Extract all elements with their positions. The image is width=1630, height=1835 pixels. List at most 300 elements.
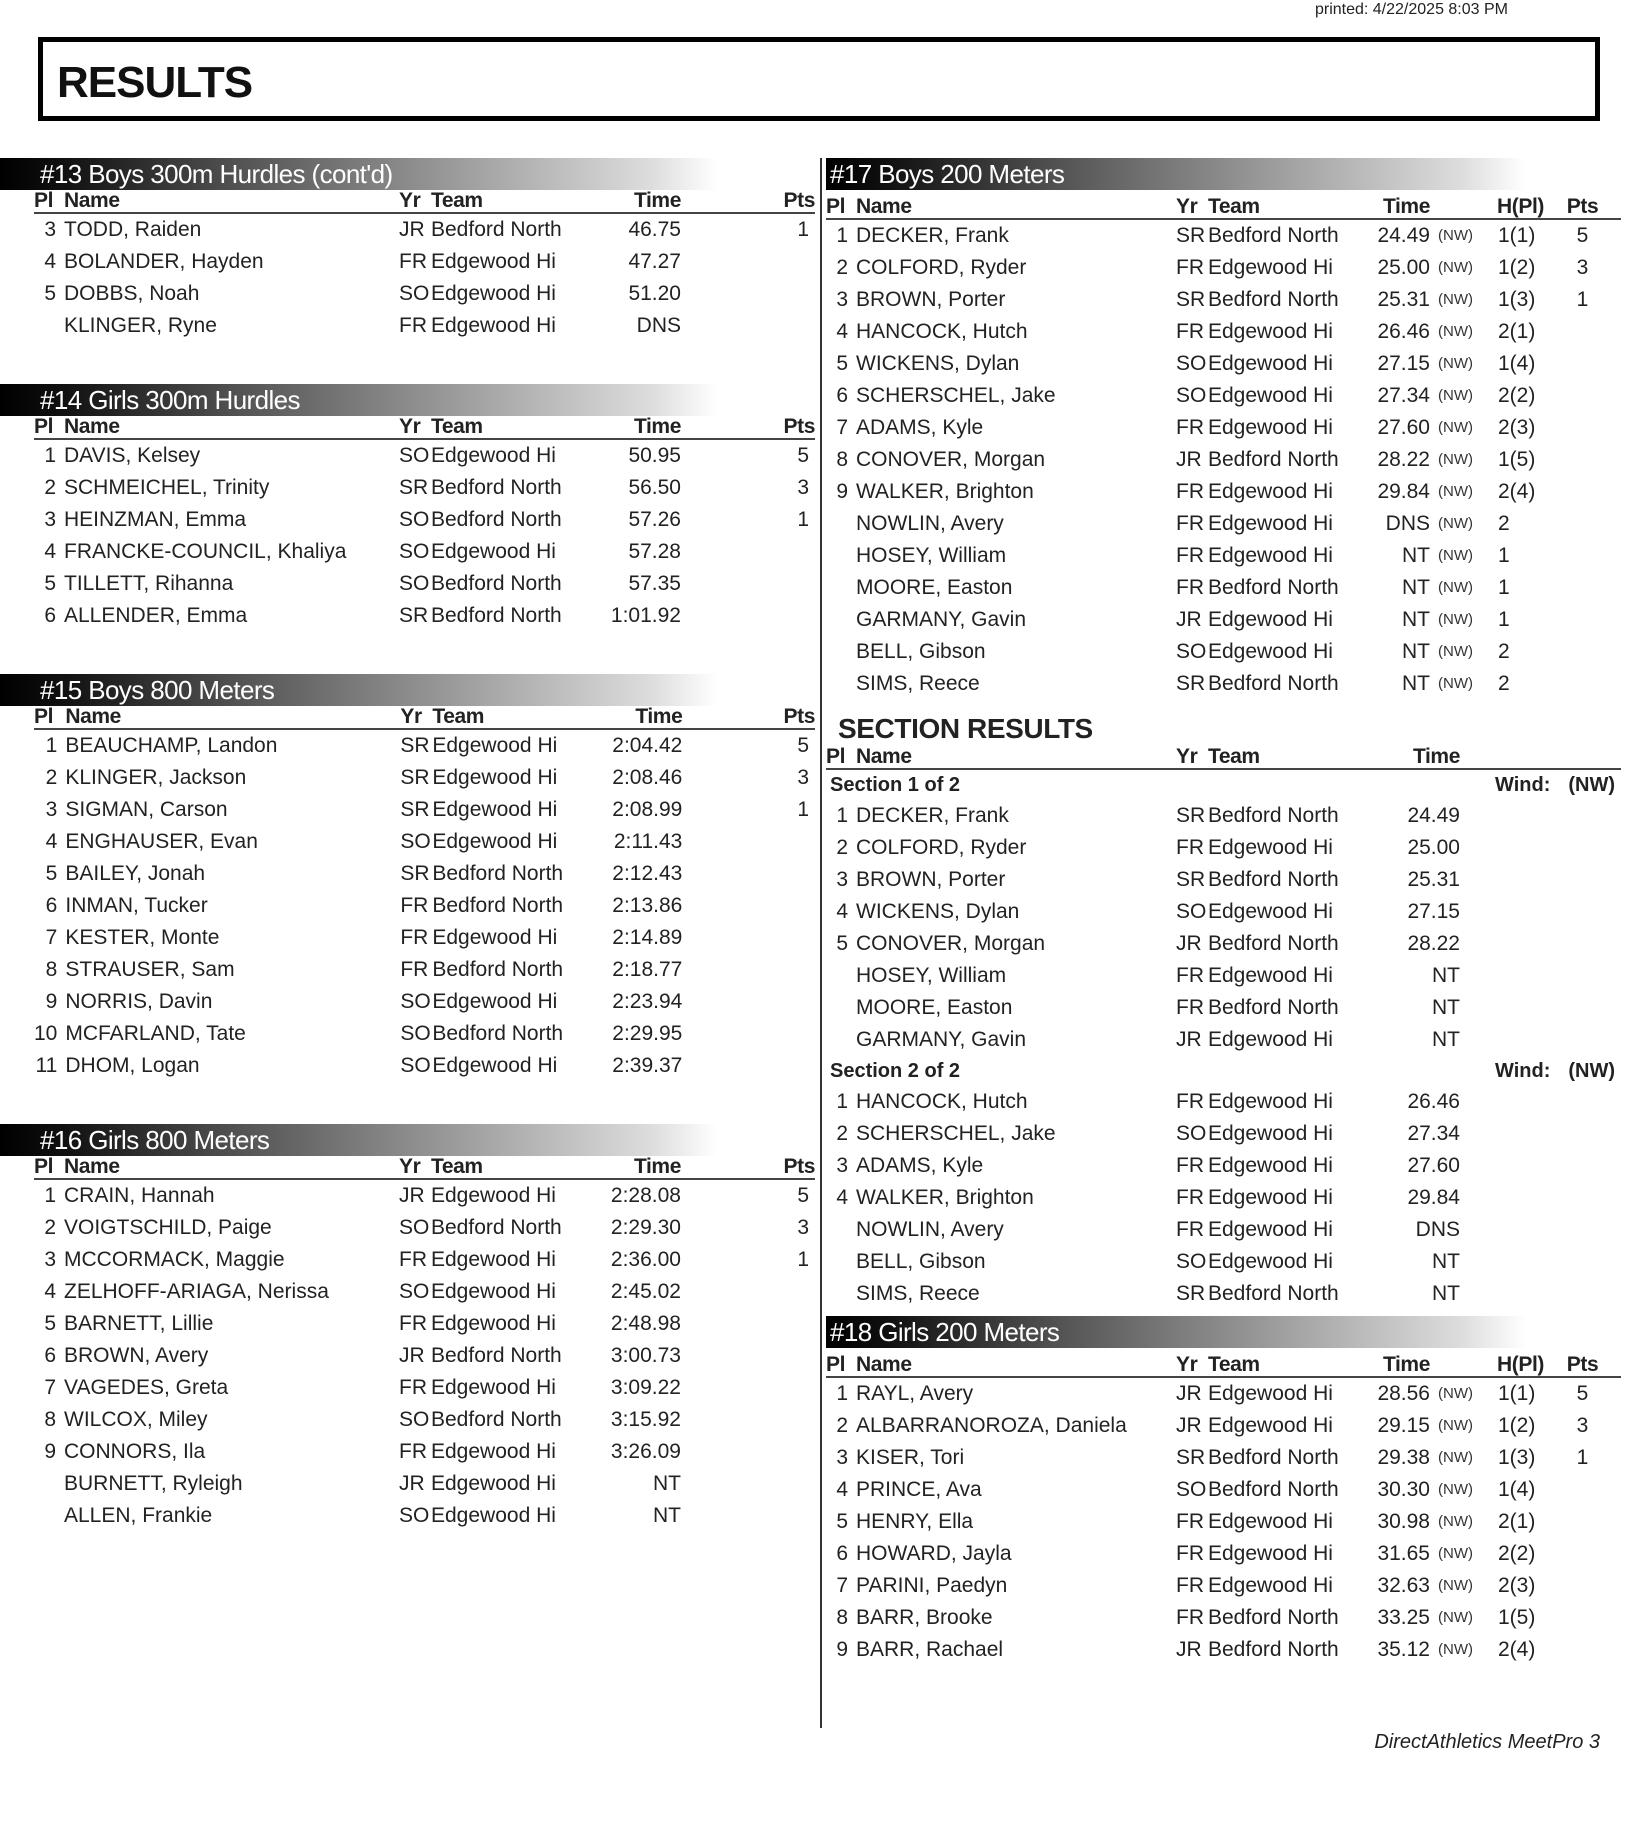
heat-place: 2 [1498, 672, 1510, 695]
time: 50.95 [628, 444, 681, 467]
year: SO [1176, 1478, 1207, 1501]
place: 9 [44, 1440, 56, 1463]
wind: (NW) [1438, 1609, 1473, 1626]
athlete-name: HANCOCK, Hutch [856, 1090, 1028, 1113]
table-row [826, 508, 1621, 540]
wind: (NW) [1438, 579, 1473, 596]
athlete-name: PARINI, Paedyn [856, 1574, 1008, 1597]
time: DNS [1415, 1218, 1460, 1241]
time: 3:09.22 [610, 1376, 681, 1399]
time: 28.22 [1377, 448, 1430, 471]
year: JR [399, 1472, 425, 1495]
table-row [826, 668, 1621, 700]
athlete-name: SIMS, Reece [856, 672, 980, 695]
team: Edgewood Hi [1208, 1122, 1333, 1145]
table-row [826, 1634, 1621, 1666]
athlete-name: WICKENS, Dylan [856, 352, 1020, 375]
table-header [34, 706, 815, 729]
table-row [826, 1118, 1621, 1150]
header-pts: Pts [681, 416, 815, 439]
team: Edgewood Hi [431, 540, 556, 563]
athlete-name: KISER, Tori [856, 1446, 965, 1469]
place: 1 [44, 444, 56, 467]
year: SO [1176, 900, 1207, 923]
year: FR [399, 250, 427, 273]
year: SO [1176, 1122, 1207, 1145]
athlete-name: SCHMEICHEL, Trinity [64, 476, 270, 499]
team: Edgewood Hi [431, 1184, 556, 1207]
points: 5 [1576, 1382, 1589, 1405]
header-pl: Pl [34, 190, 64, 213]
team: Bedford North [1208, 1638, 1339, 1661]
team: Edgewood Hi [1208, 320, 1333, 343]
year: JR [1176, 448, 1202, 471]
heat-place: 1 [1498, 608, 1510, 631]
team: Bedford North [1208, 448, 1339, 471]
year: FR [1176, 964, 1204, 987]
points [1544, 348, 1621, 380]
athlete-name: FRANCKE-COUNCIL, Khaliya [64, 540, 347, 563]
header-pl: Pl [34, 706, 65, 729]
athlete-name: BELL, Gibson [856, 1250, 986, 1273]
place: 4 [836, 900, 848, 923]
year: SO [400, 830, 431, 853]
heat-place: 1(1) [1498, 224, 1536, 247]
team: Bedford North [1208, 868, 1339, 891]
athlete-name: DAVIS, Kelsey [64, 444, 201, 467]
points [1544, 444, 1621, 476]
heat-place: 1 [1498, 544, 1510, 567]
wind: (NW) [1438, 1545, 1473, 1562]
place: 1 [45, 734, 58, 757]
place [826, 1278, 856, 1310]
points [682, 922, 815, 954]
athlete-name: WALKER, Brighton [856, 1186, 1034, 1209]
time: 2:36.00 [610, 1248, 681, 1271]
header-team: Team [1208, 196, 1368, 219]
table-row [34, 568, 815, 600]
table-row [34, 986, 815, 1018]
place [826, 540, 856, 572]
year: FR [1176, 1090, 1204, 1113]
table-row [826, 960, 1621, 992]
header-team: Team [431, 416, 591, 439]
place [826, 992, 856, 1024]
team: Edgewood Hi [1208, 1186, 1333, 1209]
year: FR [400, 894, 429, 917]
place: 5 [44, 282, 56, 305]
header-yr: Yr [1176, 746, 1208, 769]
team: Bedford North [432, 862, 564, 885]
time: 27.34 [1407, 1122, 1460, 1145]
athlete-name: VOIGTSCHILD, Paige [64, 1216, 272, 1239]
team: Edgewood Hi [1208, 608, 1333, 631]
team: Bedford North [431, 476, 562, 499]
time: NT [1402, 640, 1430, 663]
table-row [826, 832, 1621, 864]
table-row [34, 1340, 815, 1372]
year: SR [1176, 804, 1206, 827]
software-footer: DirectAthletics MeetPro 3 [1374, 1731, 1600, 1753]
team: Bedford North [431, 604, 562, 627]
time: 3:15.92 [610, 1408, 681, 1431]
place: 9 [836, 480, 848, 503]
team: Edgewood Hi [432, 734, 558, 757]
place: 7 [45, 926, 58, 949]
wind: (NW) [1438, 611, 1473, 628]
place: 2 [836, 836, 848, 859]
athlete-name: SCHERSCHEL, Jake [856, 1122, 1056, 1145]
athlete-name: BROWN, Avery [64, 1344, 209, 1367]
table-row [34, 246, 815, 278]
wind: (NW) [1438, 1449, 1473, 1466]
header-name: Name [856, 1354, 1176, 1377]
year: JR [399, 218, 425, 241]
wind: (NW) [1438, 1641, 1473, 1658]
points [1544, 508, 1621, 540]
athlete-name: GARMANY, Gavin [856, 608, 1026, 631]
athlete-name: HANCOCK, Hutch [856, 320, 1028, 343]
athlete-name: KLINGER, Jackson [65, 766, 247, 789]
team: Bedford North [1208, 1282, 1339, 1305]
team: Edgewood Hi [1208, 352, 1333, 375]
wind: (NW) [1438, 291, 1473, 308]
athlete-name: BAILEY, Jonah [65, 862, 206, 885]
team: Edgewood Hi [1208, 900, 1333, 923]
points: 3 [1576, 1414, 1589, 1437]
athlete-name: NORRIS, Davin [65, 990, 213, 1013]
athlete-name: COLFORD, Ryder [856, 256, 1027, 279]
team: Edgewood Hi [1208, 1090, 1333, 1113]
header-team: Team [1208, 746, 1368, 769]
points [682, 986, 815, 1018]
place: 6 [45, 894, 58, 917]
place: 1 [44, 1184, 56, 1207]
table-row [34, 1308, 815, 1340]
table-row [826, 1246, 1621, 1278]
table-row [34, 1404, 815, 1436]
time: 46.75 [628, 218, 681, 241]
athlete-name: CONNORS, Ila [64, 1440, 206, 1463]
place [826, 572, 856, 604]
place: 3 [44, 1248, 56, 1271]
place: 5 [44, 572, 56, 595]
athlete-name: RAYL, Avery [856, 1382, 974, 1405]
team: Edgewood Hi [431, 1440, 556, 1463]
points: 3 [797, 766, 809, 789]
year: FR [1176, 512, 1204, 535]
athlete-name: BOLANDER, Hayden [64, 250, 264, 273]
team: Edgewood Hi [431, 314, 556, 337]
year: SO [399, 1408, 430, 1431]
header-name: Name [856, 746, 1176, 769]
header-yr: Yr [399, 416, 431, 439]
heat-place: 1 [1498, 576, 1510, 599]
team: Edgewood Hi [1208, 1414, 1333, 1437]
time: 56.50 [628, 476, 681, 499]
time: NT [1432, 1250, 1460, 1273]
team: Edgewood Hi [1208, 416, 1333, 439]
header-pl: Pl [826, 746, 856, 769]
table-row [826, 1086, 1621, 1118]
points [682, 1050, 815, 1082]
athlete-name: HOWARD, Jayla [856, 1542, 1012, 1565]
event-title: #16 Girls 800 Meters [0, 1124, 815, 1156]
header-name: Name [64, 416, 399, 439]
header-time: Time [591, 190, 681, 213]
table-header [826, 196, 1621, 219]
heat-place: 1(1) [1498, 1382, 1536, 1405]
header-pts: Pts [1544, 1354, 1621, 1377]
header-yr: Yr [399, 190, 431, 213]
points [682, 890, 815, 922]
place: 3 [836, 1446, 848, 1469]
year: SO [399, 572, 430, 595]
athlete-name: PRINCE, Ava [856, 1478, 982, 1501]
table-row [34, 1050, 815, 1082]
points: 3 [797, 476, 809, 499]
header-team: Team [432, 706, 592, 729]
place: 5 [836, 352, 848, 375]
team: Edgewood Hi [431, 250, 556, 273]
points: 1 [797, 508, 809, 531]
time: 27.60 [1377, 416, 1430, 439]
results-table [34, 190, 815, 342]
table-header [826, 1354, 1621, 1377]
team: Edgewood Hi [1208, 836, 1333, 859]
team: Bedford North [432, 894, 564, 917]
time: 2:29.95 [612, 1022, 683, 1045]
heat-place: 2 [1498, 512, 1510, 535]
team: Edgewood Hi [1208, 1154, 1333, 1177]
place: 9 [45, 990, 58, 1013]
place: 5 [45, 862, 58, 885]
time: 26.46 [1377, 320, 1430, 343]
header-pts: Pts [682, 706, 815, 729]
team: Bedford North [1208, 996, 1339, 1019]
athlete-name: BARR, Rachael [856, 1638, 1004, 1661]
athlete-name: SIMS, Reece [856, 1282, 980, 1305]
athlete-name: ZELHOFF-ARIAGA, Nerissa [64, 1280, 329, 1303]
time: 2:13.86 [612, 894, 683, 917]
year: FR [1176, 1606, 1204, 1629]
year: SR [1176, 288, 1206, 311]
table-row [34, 439, 815, 472]
points [681, 1372, 815, 1404]
year: FR [1176, 1154, 1204, 1177]
athlete-name: HENRY, Ella [856, 1510, 974, 1533]
table-row [826, 252, 1621, 284]
place: 10 [34, 1022, 58, 1045]
team: Bedford North [431, 218, 562, 241]
athlete-name: ENGHAUSER, Evan [65, 830, 258, 853]
time: 31.65 [1377, 1542, 1430, 1565]
header-yr: Yr [1176, 1354, 1208, 1377]
table-row [34, 954, 815, 986]
athlete-name: NOWLIN, Avery [856, 512, 1004, 535]
year: SO [1176, 352, 1207, 375]
points [681, 536, 815, 568]
place: 4 [836, 1478, 848, 1501]
year: JR [1176, 1028, 1202, 1051]
year: SR [1176, 1282, 1206, 1305]
time: 57.26 [628, 508, 681, 531]
results-table [826, 196, 1621, 700]
points [681, 278, 815, 310]
header-team: Team [1208, 1354, 1368, 1377]
time: 2:08.99 [612, 798, 683, 821]
place [826, 508, 856, 540]
place: 7 [44, 1376, 56, 1399]
page-title: RESULTS [57, 58, 253, 107]
points [681, 1404, 815, 1436]
athlete-name: BURNETT, Ryleigh [64, 1472, 243, 1495]
team: Bedford North [1208, 224, 1339, 247]
heat-place: 1(2) [1498, 256, 1536, 279]
team: Edgewood Hi [1208, 1574, 1333, 1597]
place: 3 [836, 288, 848, 311]
time: 3:00.73 [610, 1344, 681, 1367]
year: SR [400, 766, 430, 789]
table-row [826, 636, 1621, 668]
place: 1 [836, 804, 848, 827]
table-row [34, 858, 815, 890]
year: SO [400, 1022, 431, 1045]
athlete-name: BARR, Brooke [856, 1606, 993, 1629]
table-row [34, 1018, 815, 1050]
team: Edgewood Hi [1208, 1250, 1333, 1273]
heat-place: 2(3) [1498, 1574, 1536, 1597]
time: 2:23.94 [612, 990, 683, 1013]
place: 4 [836, 320, 848, 343]
athlete-name: MOORE, Easton [856, 576, 1013, 599]
time: NT [1402, 544, 1430, 567]
time: 27.34 [1377, 384, 1430, 407]
year: SR [400, 734, 430, 757]
points [682, 954, 815, 986]
left-column [0, 158, 815, 1532]
time: 2:08.46 [612, 766, 683, 789]
table-row [34, 1372, 815, 1404]
points [1544, 1474, 1621, 1506]
table-row [34, 1500, 815, 1532]
heat-place: 1(5) [1498, 448, 1536, 471]
place: 6 [836, 1542, 848, 1565]
place [826, 668, 856, 700]
time: 30.98 [1377, 1510, 1430, 1533]
athlete-name: CRAIN, Hannah [64, 1184, 215, 1207]
points [1544, 668, 1621, 700]
points [681, 600, 815, 632]
athlete-name: TILLETT, Rihanna [64, 572, 234, 595]
team: Edgewood Hi [1208, 1218, 1333, 1241]
table-row [826, 380, 1621, 412]
place [34, 1468, 64, 1500]
section-label: Section 2 of 2 [830, 1060, 961, 1082]
time: 26.46 [1407, 1090, 1460, 1113]
heat-place: 2(2) [1498, 384, 1536, 407]
year: FR [1176, 544, 1204, 567]
points [682, 1018, 815, 1050]
table-row [826, 540, 1621, 572]
athlete-name: BELL, Gibson [856, 640, 986, 663]
team: Edgewood Hi [1208, 1510, 1333, 1533]
time: NT [1432, 964, 1460, 987]
section-label: Section 1 of 2 [830, 774, 961, 796]
athlete-name: CONOVER, Morgan [856, 448, 1046, 471]
time: 32.63 [1377, 1574, 1430, 1597]
year: FR [1176, 1186, 1204, 1209]
heat-place: 2 [1498, 640, 1510, 663]
year: FR [1176, 996, 1204, 1019]
heat-place: 2(1) [1498, 320, 1536, 343]
place: 2 [836, 1414, 848, 1437]
team: Edgewood Hi [431, 1376, 556, 1399]
header-hpl: H(Pl) [1480, 196, 1544, 219]
table-row [826, 1278, 1621, 1310]
time: 30.30 [1377, 1478, 1430, 1501]
table-header [34, 190, 815, 213]
team: Edgewood Hi [1208, 1382, 1333, 1405]
year: FR [1176, 1218, 1204, 1241]
points [681, 310, 815, 342]
time: 47.27 [628, 250, 681, 273]
points [1544, 412, 1621, 444]
time: 2:28.08 [610, 1184, 681, 1207]
table-row [826, 1214, 1621, 1246]
heat-place: 1(3) [1498, 288, 1536, 311]
place: 1 [836, 1382, 848, 1405]
results-table [34, 416, 815, 632]
wind: (NW) [1438, 1481, 1473, 1498]
athlete-name: HEINZMAN, Emma [64, 508, 247, 531]
table-row [34, 504, 815, 536]
heat-place: 1(3) [1498, 1446, 1536, 1469]
place: 6 [836, 384, 848, 407]
year: SO [1176, 640, 1207, 663]
event-title: #15 Boys 800 Meters [0, 674, 815, 706]
year: FR [1176, 1542, 1204, 1565]
year: FR [1176, 576, 1204, 599]
place: 8 [45, 958, 58, 981]
athlete-name: MOORE, Easton [856, 996, 1013, 1019]
team: Bedford North [432, 1022, 564, 1045]
year: SR [399, 476, 429, 499]
header-time: Time [1368, 746, 1460, 769]
table-row [34, 213, 815, 246]
wind: (NW) [1438, 547, 1473, 564]
team: Edgewood Hi [1208, 964, 1333, 987]
heat-place: 1(4) [1498, 352, 1536, 375]
points: 1 [797, 218, 809, 241]
table-row [826, 1024, 1621, 1056]
heat-place: 2(3) [1498, 416, 1536, 439]
time: 29.84 [1407, 1186, 1460, 1209]
results-table [34, 1156, 815, 1532]
points [1544, 380, 1621, 412]
time: NT [1432, 1282, 1460, 1305]
place: 2 [836, 256, 848, 279]
year: SO [399, 1504, 430, 1527]
team: Edgewood Hi [431, 1472, 556, 1495]
year: FR [1176, 1510, 1204, 1533]
points [1544, 636, 1621, 668]
time: DNS [636, 314, 681, 337]
athlete-name: DECKER, Frank [856, 804, 1009, 827]
points: 1 [1576, 1446, 1589, 1469]
heat-place: 2(2) [1498, 1542, 1536, 1565]
table-row [826, 1150, 1621, 1182]
